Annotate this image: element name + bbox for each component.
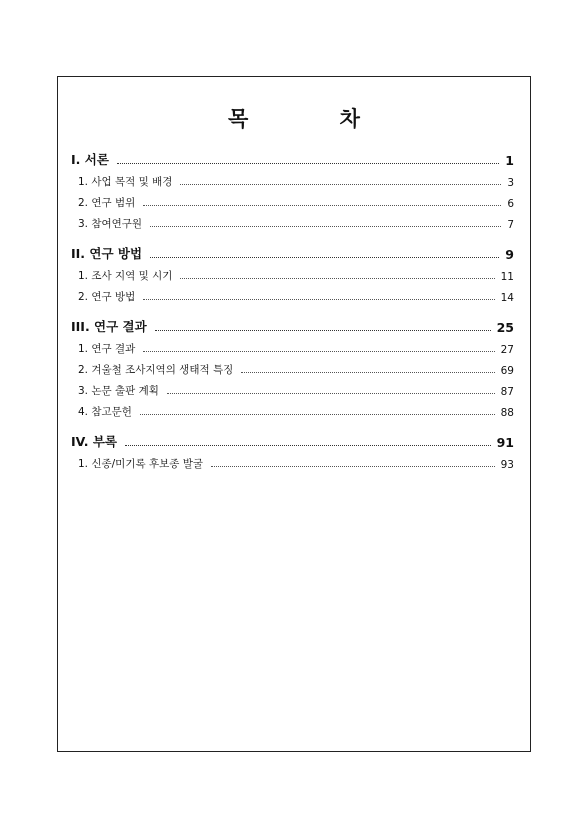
leader-dots xyxy=(180,278,494,279)
toc-item-page: 69 xyxy=(500,365,514,377)
toc-heading-page: 91 xyxy=(496,435,514,450)
toc-item-label: 1. 신종/미기록 후보종 발굴 xyxy=(78,458,203,470)
toc-item-page: 87 xyxy=(500,386,514,398)
toc-item[interactable] xyxy=(71,398,514,419)
toc-item[interactable] xyxy=(71,335,514,356)
toc-section xyxy=(71,314,514,419)
toc-heading[interactable] xyxy=(71,314,514,335)
toc-list xyxy=(71,147,514,481)
toc-heading-label: II. 연구 방법 xyxy=(71,246,143,261)
toc-item-label: 3. 참여연구원 xyxy=(78,218,143,230)
toc-item[interactable] xyxy=(71,450,514,471)
leader-dots xyxy=(150,257,499,258)
toc-heading[interactable] xyxy=(71,429,514,450)
toc-section xyxy=(71,241,514,304)
toc-item-label: 2. 연구 방법 xyxy=(78,291,136,303)
toc-item-page: 93 xyxy=(500,459,514,471)
toc-item-page: 14 xyxy=(500,292,514,304)
toc-item[interactable] xyxy=(71,189,514,210)
toc-item-page: 88 xyxy=(500,407,514,419)
toc-item[interactable] xyxy=(71,210,514,231)
toc-item-label: 3. 논문 출판 계획 xyxy=(78,385,159,397)
toc-item-label: 4. 참고문헌 xyxy=(78,406,132,418)
toc-title: 목 차 xyxy=(228,107,402,131)
toc-item-label: 1. 사업 목적 및 배경 xyxy=(78,176,173,188)
toc-frame xyxy=(57,76,531,752)
toc-item-page: 3 xyxy=(507,177,514,189)
toc-item[interactable] xyxy=(71,262,514,283)
toc-item-label: 1. 연구 결과 xyxy=(78,343,136,355)
leader-dots xyxy=(143,351,494,352)
leader-dots xyxy=(125,445,491,446)
toc-heading[interactable] xyxy=(71,147,514,168)
toc-heading-label: III. 연구 결과 xyxy=(71,319,147,334)
toc-heading-page: 9 xyxy=(505,247,514,262)
leader-dots xyxy=(241,372,494,373)
leader-dots xyxy=(211,466,495,467)
toc-heading[interactable] xyxy=(71,241,514,262)
toc-heading-label: I. 서론 xyxy=(71,152,109,167)
toc-heading-label: IV. 부록 xyxy=(71,434,117,449)
leader-dots xyxy=(140,414,495,415)
toc-item[interactable] xyxy=(71,356,514,377)
toc-section xyxy=(71,147,514,231)
toc-item-page: 11 xyxy=(500,271,514,283)
leader-dots xyxy=(180,184,501,185)
leader-dots xyxy=(155,330,491,331)
leader-dots xyxy=(143,299,494,300)
toc-section xyxy=(71,429,514,471)
toc-item[interactable] xyxy=(71,377,514,398)
leader-dots xyxy=(150,226,501,227)
leader-dots xyxy=(167,393,495,394)
toc-item-page: 7 xyxy=(507,219,514,231)
toc-item-label: 2. 겨울철 조사지역의 생태적 특징 xyxy=(78,364,234,376)
toc-heading-page: 1 xyxy=(505,153,514,168)
toc-item[interactable] xyxy=(71,168,514,189)
toc-heading-page: 25 xyxy=(496,320,514,335)
toc-item-page: 6 xyxy=(507,198,514,210)
toc-item-page: 27 xyxy=(500,344,514,356)
toc-item[interactable] xyxy=(71,283,514,304)
leader-dots xyxy=(117,163,499,164)
toc-item-label: 1. 조사 지역 및 시기 xyxy=(78,270,173,282)
toc-item-label: 2. 연구 범위 xyxy=(78,197,136,209)
leader-dots xyxy=(143,205,501,206)
